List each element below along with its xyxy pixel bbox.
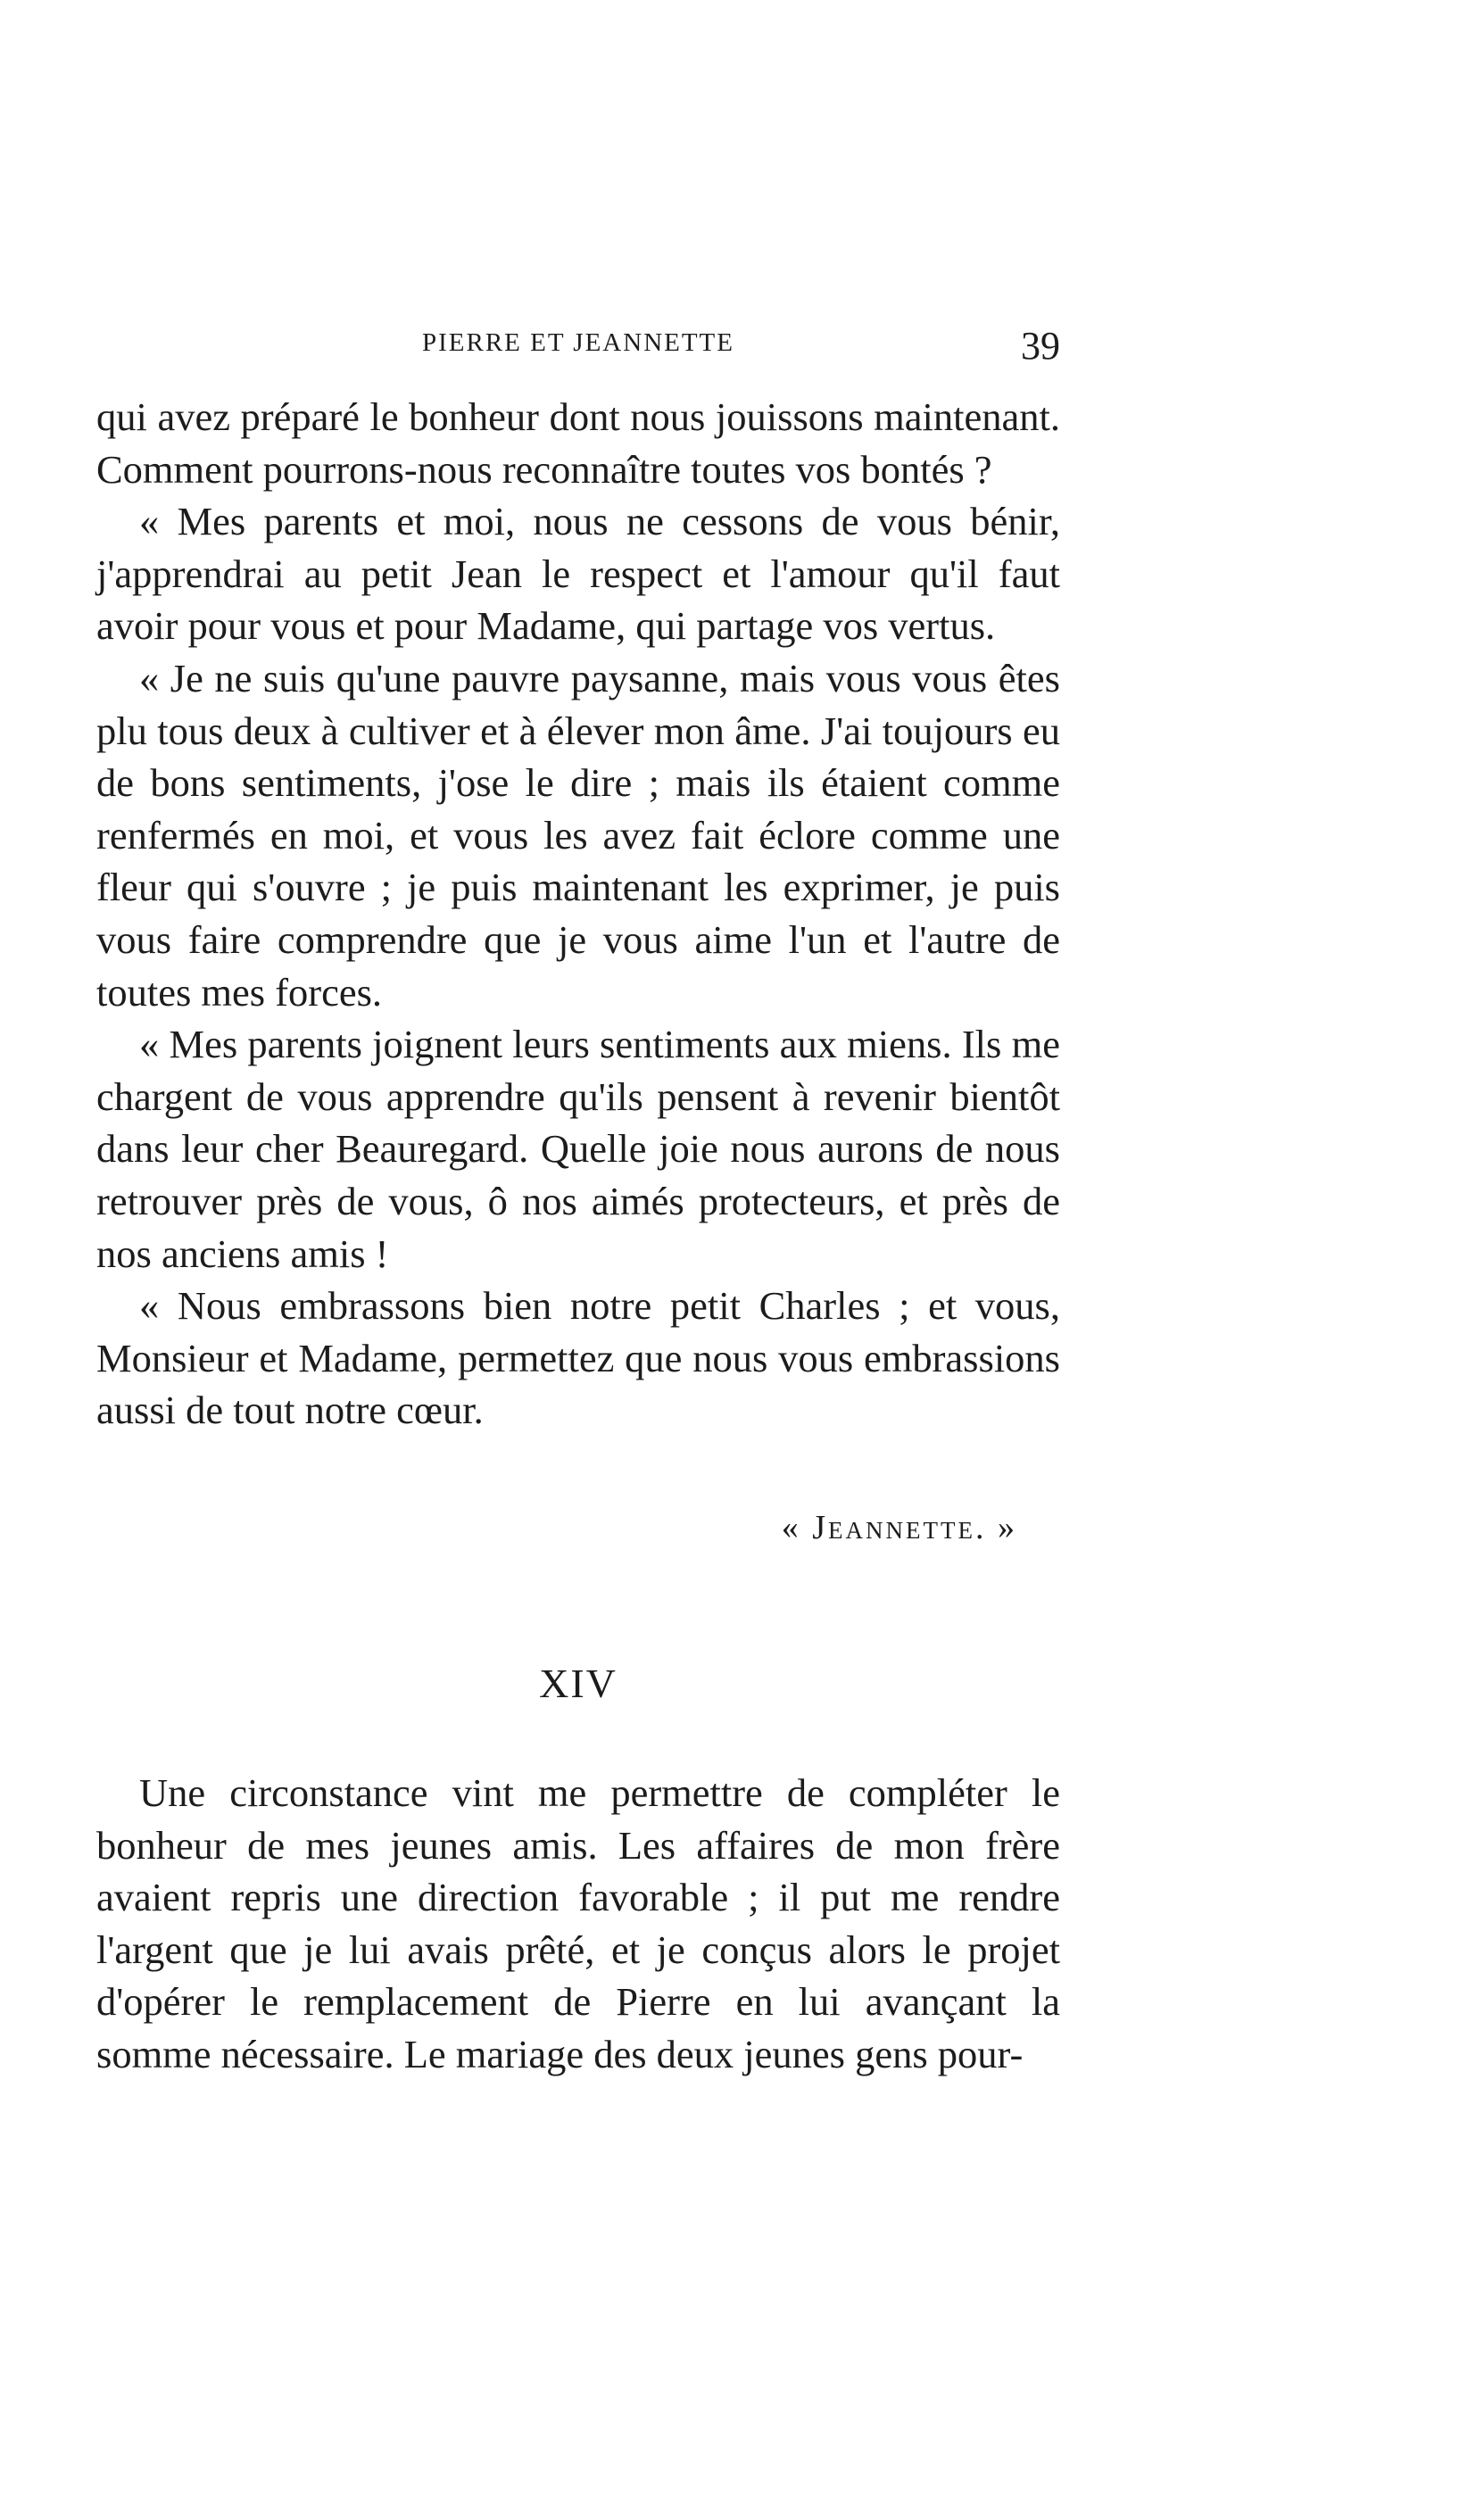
paragraph: « Nous embrassons bien notre petit Charles ; et vous, Monsieur et Madame, permettez que nous vous embrassions aussi de tout notre cœur.	[96, 1283, 1060, 1433]
chapter-heading: XIV	[539, 1661, 618, 1706]
paragraph: Une circonstance vint me permettre de compléter le bonheur de mes jeunes amis. Les affaires de mon frère avaient repris une direction favorable ; il put me rendre l'argent que je lui avais prêté, et je conçus alors le projet d'opérer le remplacement de Pierre en lui avançant la somme nécessaire. Le mariage des deux jeunes gens pour-	[96, 1770, 1060, 2076]
paragraph: « Je ne suis qu'une pauvre paysanne, mais vous vous êtes plu tous deux à cultiver et à élever mon âme. J'ai toujours eu de bons sentiments, j'ose le dire ; mais ils étaient comme renfermés en moi, et vous les avez fait éclore comme une fleur qui s'ouvre ; je puis maintenant les exprimer, je puis vous faire comprendre que je vous aime l'un et l'autre de toutes mes forces.	[96, 655, 1060, 1015]
running-title: PIERRE ET JEANNETTE	[422, 328, 734, 357]
page-number: 39	[1021, 324, 1060, 368]
running-head	[96, 323, 1060, 377]
signature-text: « Jeannette. »	[781, 1509, 1017, 1546]
letter-body	[96, 391, 1060, 1437]
paragraph: « Mes parents joignent leurs sentiments aux miens. Ils me chargent de vous apprendre qu'ils pensent à revenir bientôt dans leur cher Beauregard. Quelle joie nous aurons de nous retrouver près de vous, ô nos aimés protecteurs, et près de nos anciens amis !	[96, 1022, 1060, 1276]
chapter-body	[96, 1767, 1060, 2081]
paragraph-continuation: qui avez préparé le bonheur dont nous jouissons maintenant. Comment pourrons-nous reconnaître toutes vos bontés ?	[96, 394, 1060, 492]
letter-signature	[96, 1508, 1060, 1562]
paragraph: « Mes parents et moi, nous ne cessons de vous bénir, j'apprendrai au petit Jean le respect et l'amour qu'il faut avoir pour vous et pour Madame, qui partage vos vertus.	[96, 499, 1060, 649]
